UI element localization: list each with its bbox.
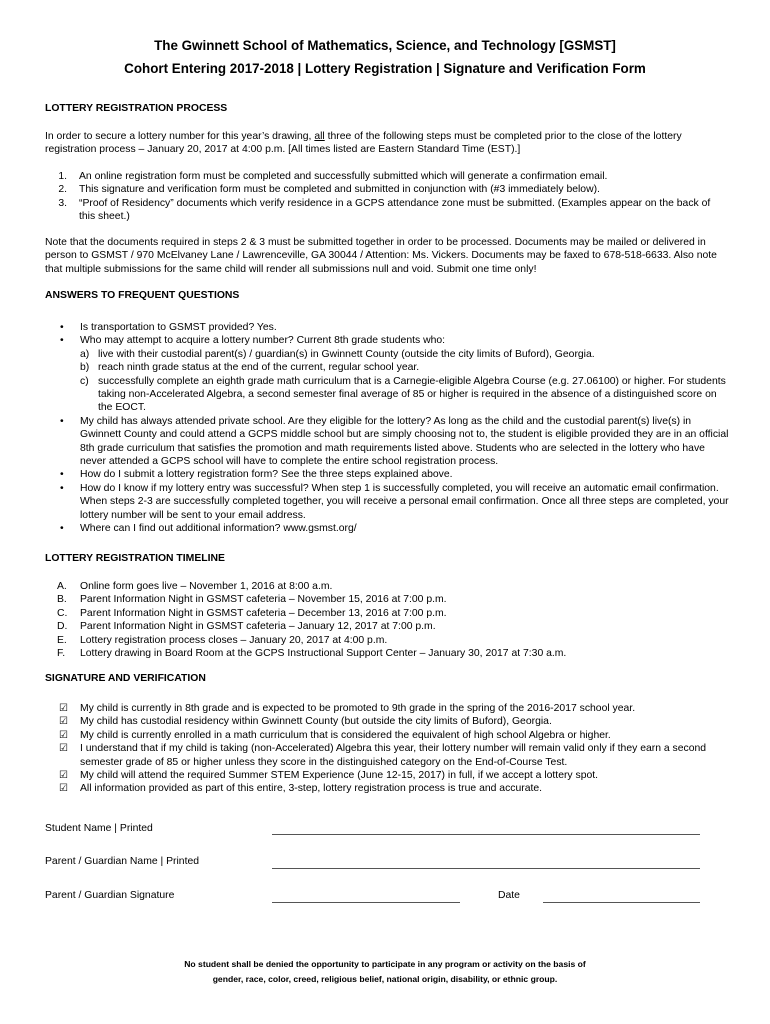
checklist-item (45, 769, 730, 782)
timeline-text: Parent Information Night in GSMST cafeteria – January 12, 2017 at 7:00 p.m. (80, 621, 436, 633)
sub-text: live with their custodial parent(s) / guardian(s) in Gwinnett County (outside the city limits of Buford), Georgia. (98, 348, 595, 360)
verification-checklist (45, 702, 730, 796)
sub-text: successfully complete an eighth grade math curriculum that is a Carnegie-eligible Algebra Course (e.g. 27.06100) or higher. For students taking non-Accelerated Algebra, a second semester final average of 85 or higher is required in the absence of a distinguished score on the EOCT. (98, 375, 726, 414)
faq-item (45, 334, 730, 414)
process-heading: LOTTERY REGISTRATION PROCESS (45, 103, 228, 114)
sub-mark: a) (80, 348, 90, 360)
timeline-text: Lottery drawing in Board Room at the GCPS Instructional Support Center – January 30, 2017 at 7:30 a.m. (80, 648, 567, 660)
faq-text: Who may attempt to acquire a lottery number? Current 8th grade students who: (80, 335, 446, 347)
faq-text: How do I submit a lottery registration form? See the three steps explained above. (80, 469, 453, 481)
intro-text-b: three of the following steps must be completed prior to the close of the lottery registration process – January 20, 2017 at 4:00 p.m. [All times listed are Eastern Standard Time (EST).] (45, 131, 682, 156)
list-item (45, 197, 725, 224)
timeline-mark: F. (57, 648, 66, 660)
sub-mark: b) (80, 362, 90, 374)
checked-box-icon[interactable]: ☑ (59, 783, 68, 795)
step-text: “Proof of Residency” documents which verify residence in a GCPS attendance zone must be submitted. (Examples appear on the back of this sheet.) (79, 197, 711, 223)
timeline-mark: B. (57, 594, 67, 606)
checklist-text: I understand that if my child is taking (non-Accelerated) Algebra this year, their lottery number will remain valid only if they earn a second semester grade of 85 or higher unless they score in the distinguished category on the End-of-Course Test. (80, 743, 707, 768)
list-item (45, 593, 725, 606)
bullet: • (60, 335, 64, 347)
sub-mark: c) (80, 375, 89, 387)
bullet: • (60, 322, 64, 333)
bullet: • (60, 482, 64, 494)
checked-box-icon[interactable]: ☑ (59, 703, 68, 714)
timeline-mark: D. (57, 621, 68, 633)
timeline-list (45, 580, 725, 660)
timeline-mark: E. (57, 634, 67, 646)
process-intro (45, 130, 725, 157)
parent-signature-field[interactable] (272, 902, 460, 903)
step-number: 1. (58, 171, 67, 182)
page-subtitle: Cohort Entering 2017-2018 | Lottery Registration | Signature and Verification Form (124, 61, 646, 76)
step-text: This signature and verification form must be completed and submitted in conjunction with (#3 immediately below). (79, 184, 600, 196)
faq-text: How do I know if my lottery entry was successful? When step 1 is successfully completed, you will receive an automatic email confirmation. When steps 2-3 are successfully completed together, you will receive a personal email confirmation. Once all three steps are completed, your lottery number will be sent to your email address. (80, 482, 729, 521)
checklist-text: My child has custodial residency within Gwinnett County (but outside the city limits of Buford), Georgia. (80, 716, 552, 728)
sub-text: reach ninth grade status at the end of the current, regular school year. (98, 362, 420, 374)
timeline-text: Online form goes live – November 1, 2016 at 8:00 a.m. (80, 581, 333, 592)
faq-item (45, 415, 730, 469)
checklist-text: My child will attend the required Summer STEM Experience (June 12-15, 2017) in full, if we accept a lottery spot. (80, 770, 599, 782)
faq-text: Is transportation to GSMST provided? Yes. (80, 322, 277, 333)
checklist-text: My child is currently in 8th grade and is expected to be promoted to 9th grade in the spring of the 2016-2017 school year. (80, 703, 636, 714)
timeline-text: Parent Information Night in GSMST cafeteria – November 15, 2016 at 7:00 p.m. (80, 594, 447, 606)
checklist-text: My child is currently enrolled in a math curriculum that is considered the equivalent of high school Algebra or higher. (80, 729, 611, 741)
step-number: 3. (58, 197, 67, 209)
list-item (45, 580, 725, 593)
timeline-text: Parent Information Night in GSMST cafeteria – December 13, 2016 at 7:00 p.m. (80, 607, 447, 619)
faq-item (45, 321, 730, 334)
checklist-item (45, 715, 730, 728)
sub-item (80, 375, 730, 415)
page-title: The Gwinnett School of Mathematics, Science, and Technology [GSMST] (154, 38, 616, 53)
list-item (45, 170, 725, 183)
timeline-mark: A. (57, 581, 67, 592)
faq-item (45, 482, 730, 522)
faq-text: Where can I find out additional information? www.gsmst.org/ (80, 523, 357, 535)
faq-body (80, 334, 730, 414)
checked-box-icon[interactable]: ☑ (59, 716, 68, 728)
intro-text-a: In order to secure a lottery number for this year’s drawing, (45, 131, 315, 142)
list-item (45, 647, 725, 660)
parent-name-label: Parent / Guardian Name | Printed (45, 856, 200, 867)
student-name-field[interactable] (272, 834, 700, 835)
footer-line: No student shall be denied the opportunity to participate in any program or activity on the basis of (184, 959, 586, 969)
student-name-label: Student Name | Printed (45, 823, 153, 834)
list-item (45, 634, 725, 647)
checklist-item (45, 729, 730, 742)
parent-name-field[interactable] (272, 868, 700, 869)
faq-text: My child has always attended private school. Are they eligible for the lottery? As long as the child and the custodial parent(s) live(s) in Gwinnett County and could attend a GCPS middle school but are simply choosing not to, the student is eligible provided they are in an official 8th grade curriculum that satisfies the promotion and math requirements listed above. Students who are selected in the lottery who have never attended a GCPS school will have to complete the entire school registration process. (80, 415, 729, 468)
list-item (45, 607, 725, 620)
process-steps (45, 170, 725, 224)
step-text: An online registration form must be completed and successfully submitted which will generate a confirmation email. (79, 171, 608, 182)
list-item (45, 620, 725, 633)
faq-heading: ANSWERS TO FREQUENT QUESTIONS (45, 290, 240, 301)
list-item (45, 183, 725, 196)
bullet: • (60, 415, 64, 427)
timeline-mark: C. (57, 607, 68, 619)
bullet: • (60, 469, 64, 481)
checked-box-icon[interactable]: ☑ (59, 770, 68, 782)
signature-heading: SIGNATURE AND VERIFICATION (45, 673, 206, 684)
bullet: • (60, 523, 64, 535)
sub-item (80, 348, 730, 361)
checklist-item (45, 742, 730, 769)
faq-list (45, 321, 730, 536)
date-field[interactable] (543, 902, 700, 903)
checklist-item (45, 702, 730, 715)
sub-item (80, 361, 730, 374)
checklist-text: All information provided as part of this entire, 3-step, lottery registration process is true and accurate. (80, 783, 543, 795)
footer-line: gender, race, color, creed, religious belief, national origin, disability, or ethnic group. (212, 974, 558, 984)
faq-item (45, 468, 730, 481)
checked-box-icon[interactable]: ☑ (59, 743, 68, 755)
intro-text-underlined: all (314, 131, 325, 142)
faq-item (45, 522, 730, 535)
parent-signature-label: Parent / Guardian Signature (45, 890, 175, 901)
date-label: Date (498, 890, 520, 901)
timeline-heading: LOTTERY REGISTRATION TIMELINE (45, 553, 225, 564)
checked-box-icon[interactable]: ☑ (59, 729, 68, 741)
nondiscrimination-notice (0, 957, 770, 987)
timeline-text: Lottery registration process closes – January 20, 2017 at 4:00 p.m. (80, 634, 388, 646)
checklist-item (45, 782, 730, 795)
step-number: 2. (58, 184, 67, 196)
process-note: Note that the documents required in steps 2 & 3 must be submitted together in order to be processed. Documents may be mailed or delivered in person to GSMST / 970 McElvaney Lane / Lawrenceville, GA 30044 / Attention: Ms. Vickers. Documents may be faxed to 678-518-6633. Also note that multiple submissions for the same child will render all submissions null and void. Submit one time only! (45, 237, 717, 275)
